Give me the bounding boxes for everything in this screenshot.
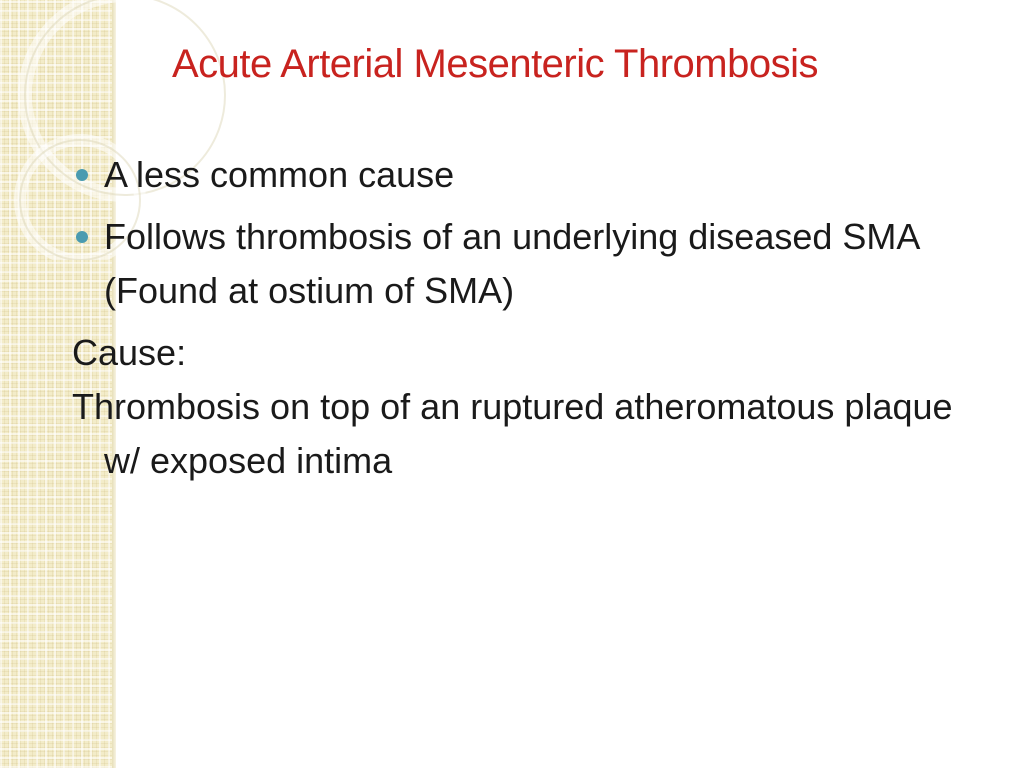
bullet-text: A less common cause (104, 154, 455, 195)
cause-text: Thrombosis on top of an ruptured atheromatous plaque w/ exposed intima (72, 386, 953, 481)
slide-body (72, 148, 972, 488)
bullet-dot-icon (76, 231, 88, 243)
slide-title: Acute Arterial Mesenteric Thrombosis (172, 42, 818, 86)
bullet-dot-icon (76, 169, 88, 181)
bullet-text: Follows thrombosis of an underlying diseased SMA (Found at ostium of SMA) (104, 216, 919, 311)
bullet-item (72, 210, 972, 318)
cause-label: Cause: (72, 332, 187, 373)
bullet-item (72, 148, 972, 202)
